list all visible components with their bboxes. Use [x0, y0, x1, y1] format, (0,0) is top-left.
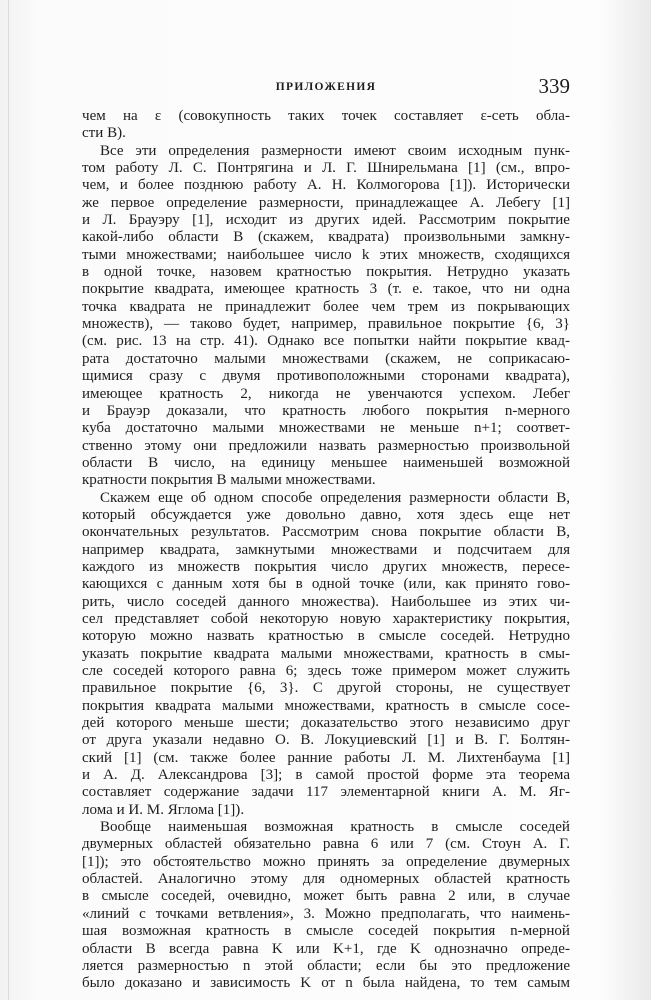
text-line: каждого из множеств покрытия число других множеств, пересе- — [82, 558, 570, 575]
text-line: шая возможная кратность в смысле соседей покрытия n-мерной — [82, 923, 570, 940]
text-line: правильное покрытие {6, 3}. С другой стороны, не существует — [82, 680, 570, 697]
text-line: рить, число соседей данного множества). Наибольшее из этих чи- — [82, 593, 570, 610]
text-line: сле соседей которого равна 6; здесь тоже примером может служить — [82, 663, 570, 679]
text-line: которую можно назвать кратностью в смысле соседей. Нетрудно — [82, 628, 570, 645]
running-title: ПРИЛОЖЕНИЯ — [275, 81, 377, 93]
text-line: окончательных результатов. Рассмотрим снова покрытие области B, — [82, 524, 570, 541]
page-number: 339 — [538, 74, 570, 98]
text-line: же первое определение размерности, принадлежащее А. Лебегу [1] — [82, 194, 570, 211]
text-line: и Л. Брауэру [1], исходит из других идей. Рассмотрим покрытие — [82, 212, 570, 229]
text-line: том работу Л. С. Понтрягина и Л. Г. Шнирельмана [1] (см., впро- — [82, 160, 570, 177]
body-text — [82, 108, 570, 993]
text-line: чем, и более позднюю работу А. Н. Колмогорова [1]). Исторически — [82, 177, 570, 194]
text-line: например квадрата, замкнутыми множествами и подсчитаем для — [82, 541, 570, 558]
text-line: Скажем еще об одном способе определения размерности области B, — [100, 489, 570, 506]
text-line: сел представляет собой некоторую новую характеристику покрытия, — [82, 610, 570, 627]
text-line: указать покрытие квадрата малыми множествами, кратность в смы- — [82, 645, 570, 662]
text-line: в смысле соседей, очевидно, может быть равна 2 или, в случае — [82, 888, 570, 905]
text-line: множеств), — таково будет, например, правильное покрытие {6, 3} — [82, 316, 570, 333]
text-line: было доказано и зависимость K от n была найдена, то тем самым — [82, 975, 570, 992]
text-line: щимися сразу с двумя противоположными сторонами квадрата), — [82, 368, 570, 385]
text-line: областей. Аналогично этому для одномерных областей кратность — [82, 871, 570, 888]
text-line: кратности покрытия B малыми множествами. — [82, 472, 376, 489]
text-line: области B всегда равна K или K+1, где K однозначно опреде- — [82, 940, 570, 957]
text-line: «линий с точками ветвления», 3. Можно предполагать, что наимень- — [82, 905, 570, 922]
text-line: Вообще наименьшая возможная кратность в смысле соседей — [100, 819, 570, 836]
text-line: имеющее кратность 2, никогда не увенчаются успехом. Лебег — [82, 385, 570, 402]
paragraph-2 — [82, 143, 570, 490]
text-line: ственно этому они предложили назвать размерностью произвольной — [82, 437, 570, 454]
text-line: ский [1] (см. также более ранние работы Л. М. Лихтенбаума [1] — [82, 749, 570, 766]
text-line: точка квадрата не принадлежит более чем трем из покрывающих — [82, 298, 570, 315]
text-line: составляет содержание задачи 117 элементарной книги А. М. Яг- — [82, 784, 570, 801]
text-line: и А. Д. Александрова [3]; в самой простой форме эта теорема — [82, 767, 570, 784]
text-line: покрытие квадрата, имеющее кратность 3 (т. е. такое, что ни одна — [82, 281, 570, 298]
page-gutter-shadow — [8, 0, 9, 1000]
text-line: области B число, на единицу меньшее наименьшей возможной — [82, 454, 570, 471]
text-line: Все эти определения размерности имеют своим исходным пунк- — [100, 142, 570, 159]
text-line: который обсуждается уже довольно давно, хотя здесь еще нет — [82, 506, 570, 523]
text-line: куба достаточно малыми множествами не меньше n+1; соответ- — [82, 420, 570, 437]
text-line: двумерных областей обязательно равна 6 или 7 (см. Стоун А. Г. — [82, 836, 570, 853]
text-line: лома и И. М. Яглома [1]). — [82, 801, 245, 818]
text-line: чем на ε (совокупность таких точек составляет ε-сеть обла- — [82, 108, 570, 124]
text-line: сти B). — [82, 125, 126, 142]
text-line: тыми множествами; наибольшее число k этих множеств, сходящихся — [82, 246, 570, 263]
text-line: какой-либо области B (скажем, квадрата) произвольными замкну- — [82, 229, 570, 246]
text-line: покрытия квадрата малыми множествами, кратность в смысле сосе- — [82, 697, 570, 714]
text-line: кающихся с данным хотя бы в одной точке (или, как принято гово- — [82, 576, 570, 593]
page-header — [82, 74, 570, 100]
text-line: от друга указали недавно О. В. Локуциевский [1] и В. Г. Болтян- — [82, 732, 570, 749]
text-line: [1]); это обстоятельство можно принять за определение двумерных — [82, 853, 570, 870]
text-line: ляется размерностью n этой области; если бы это предложение — [82, 957, 570, 974]
text-line: и Брауэр доказали, что кратность любого покрытия n-мерного — [82, 402, 570, 419]
text-line: дей которого меньше шести; доказательство этого независимо друг — [82, 715, 570, 732]
paragraph-1 — [82, 108, 570, 143]
text-line: в одной точке, назовем кратностью покрытия. Нетрудно указать — [82, 264, 570, 281]
paragraph-3 — [82, 490, 570, 820]
paragraph-4 — [82, 819, 570, 992]
text-line: рата достаточно малыми множествами (скажем, не соприкасаю- — [82, 350, 570, 367]
text-line: (см. рис. 13 на стр. 41). Однако все попытки найти покрытие квад- — [82, 333, 570, 350]
